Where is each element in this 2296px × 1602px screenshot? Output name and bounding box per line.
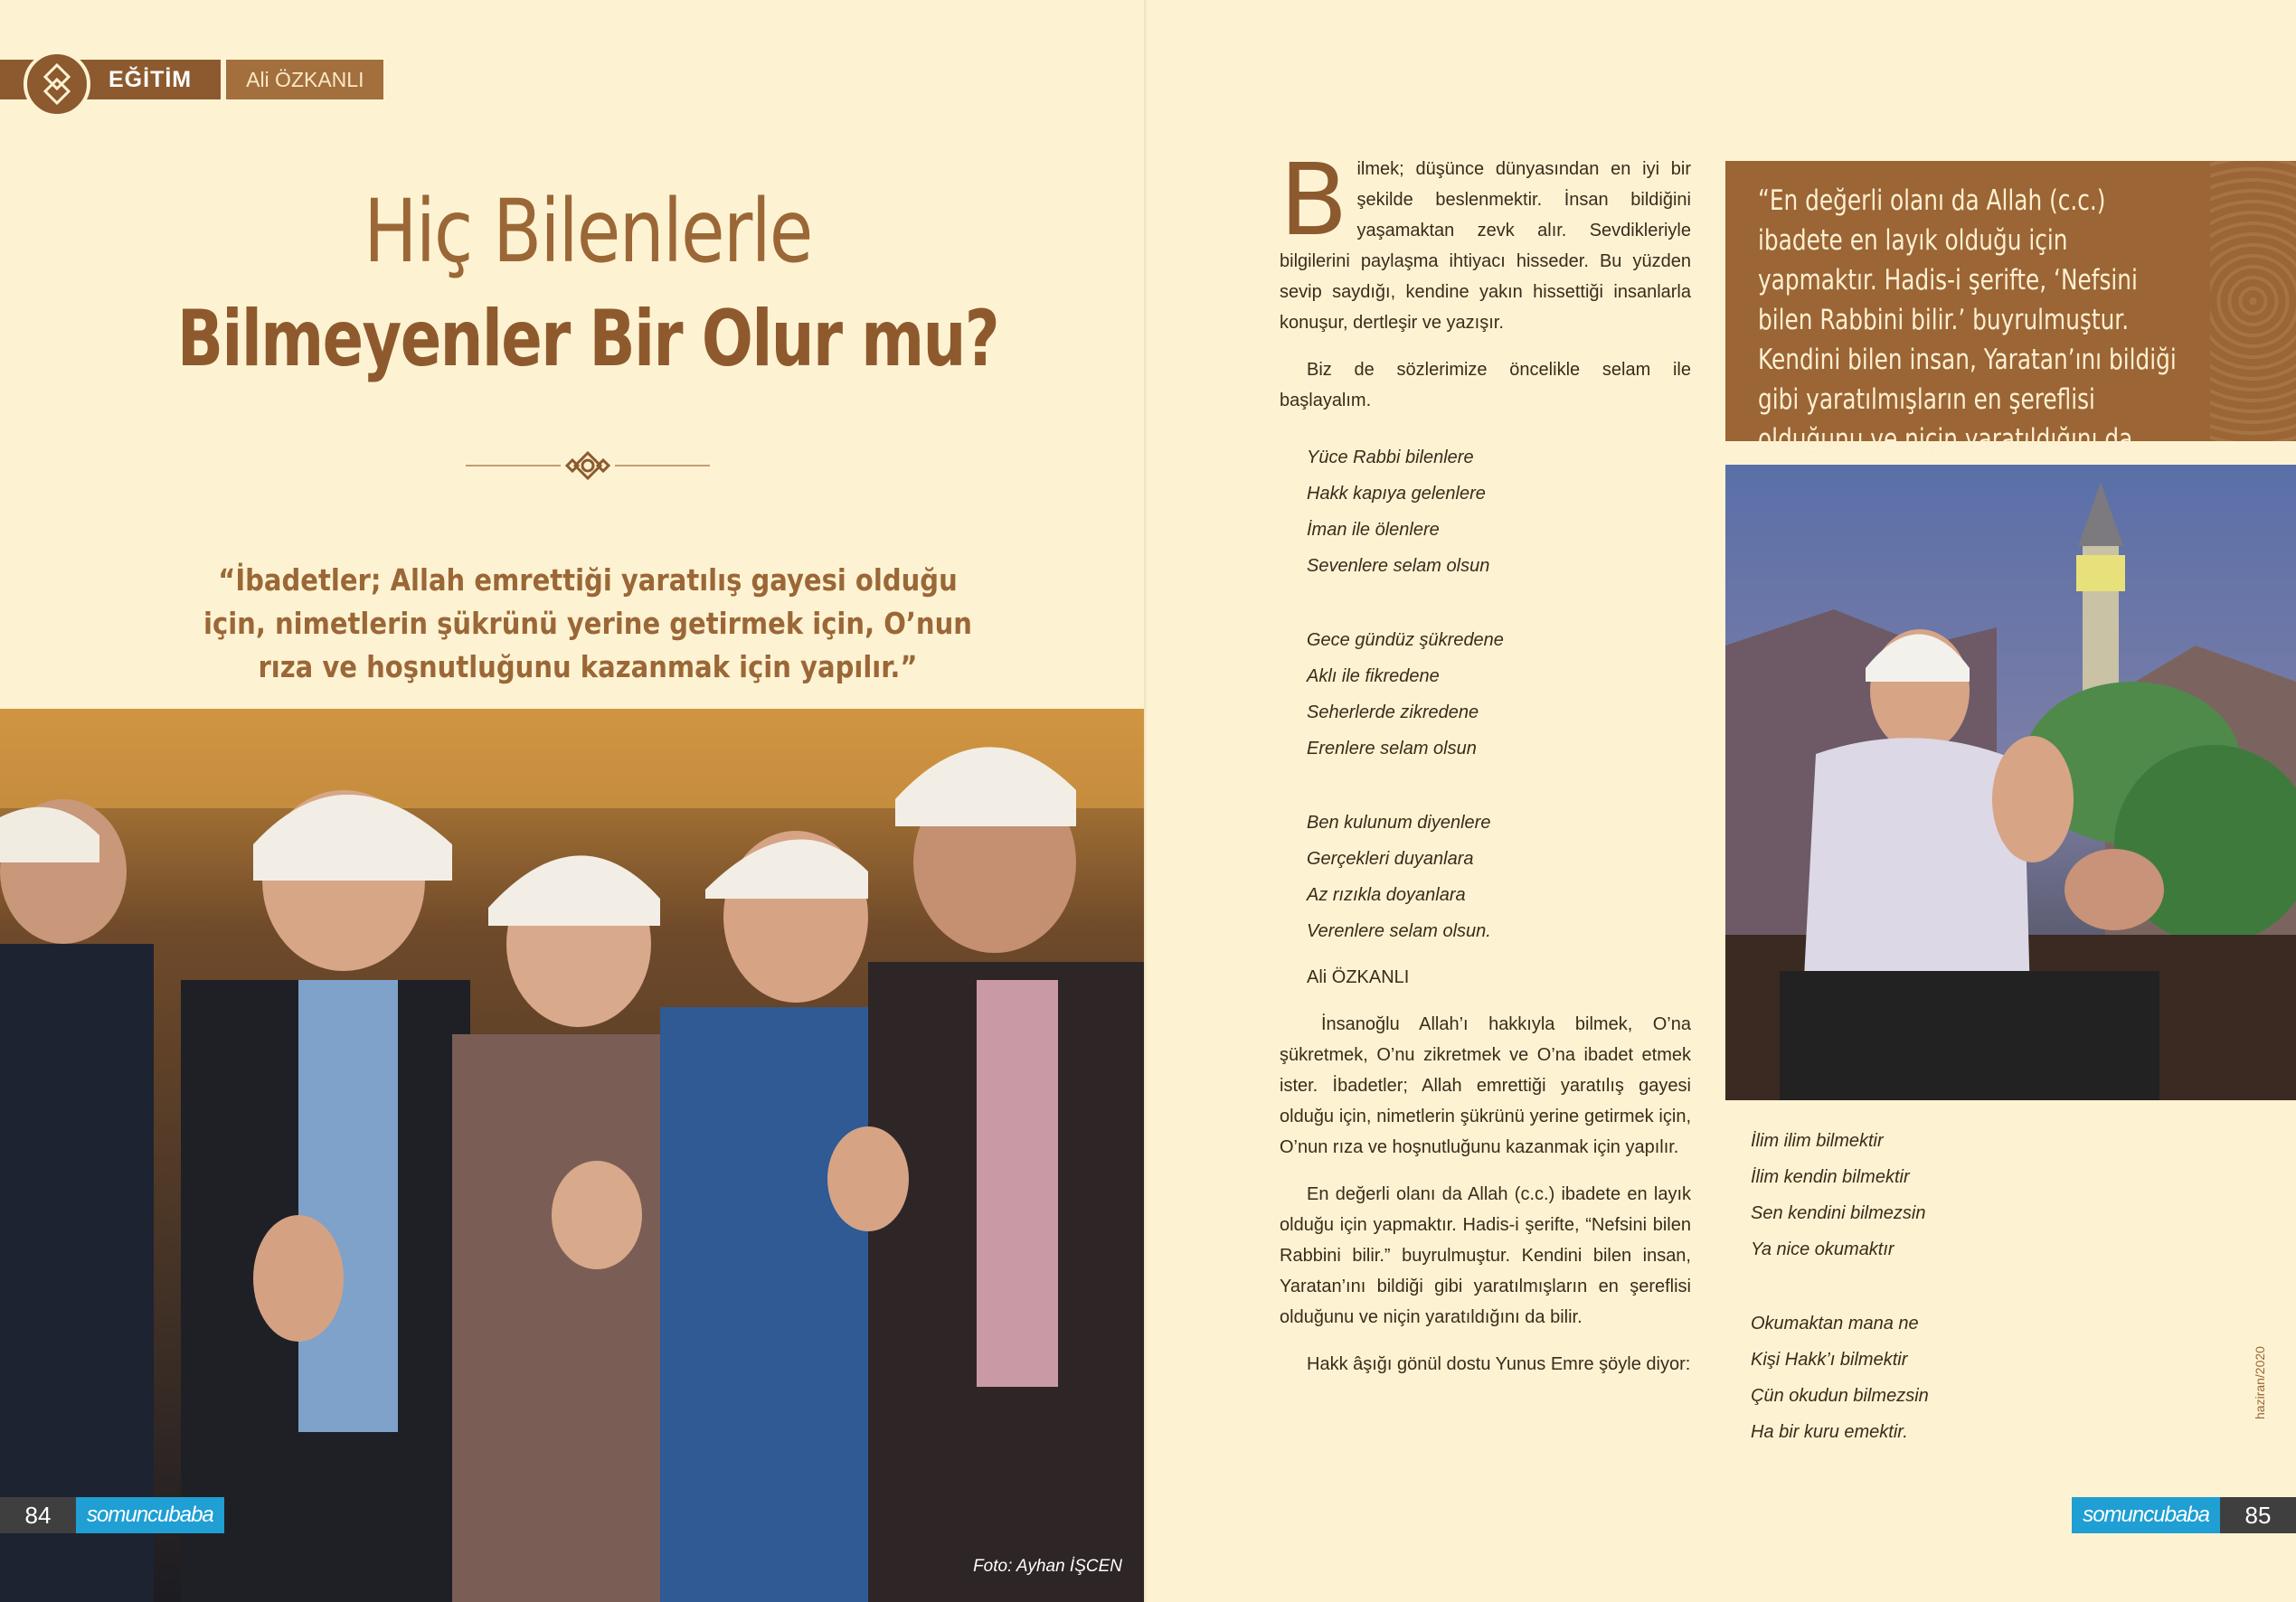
paragraph-2: Biz de sözlerimize öncelikle selam ile başlayalım. — [1280, 360, 1691, 410]
highlight-quote-box — [1725, 161, 2296, 456]
verse-2: Gece gündüz şükredene Aklı ile fikredene Seherlerde zikredene Erenlere selam olsun — [1307, 630, 1504, 759]
page-number-left — [0, 1497, 224, 1533]
verse-signature: Ali ÖZKANLI — [1307, 967, 1410, 987]
paragraph-1: Bilmek; düşünce dünyasından en iyi bir şekilde beslenmektir. İnsan bildiğini yaşamaktan zevk alır. Sevdikleriyle bilgilerini paylaşma ihtiyacı hisseder. Bu yüzden sevip saydığı, kendine yakın hissettiği insanlarla konuşur, dertleşir ve yazışır. — [1280, 142, 1691, 333]
verse-1: Yüce Rabbi bilenlere Hakk kapıya gelenlere İman ile ölenlere Sevenlere selam olsun — [1307, 448, 1490, 576]
title-divider-ornament-icon — [466, 448, 710, 484]
brand-label: somuncubaba — [2072, 1497, 2220, 1533]
right-page — [1148, 0, 2296, 1602]
photo-caption: Foto: Ayhan İŞCEN — [973, 1557, 1122, 1576]
article-body — [1280, 142, 1691, 1396]
pull-quote: “İbadetler; Allah emrettiği yaratılış gayesi olduğu için, nimetlerin şükrünü yerine getirmek için, O’nun rıza ve hoşnutluğunu kazanmak için yapılır.” — [203, 562, 972, 684]
highlight-quote: “En değerli olanı da Allah (c.c.) ibadete en layık olduğu için yapmaktır. Hadis-i şerifte, ‘Nefsini bilen Rabbini bilir.’ buyrulmuştur. Kendini bilen insan, Yaratan’ını bildiği gibi yaratılmışların en şereflisi olduğunu ve niçin yaratıldığını da — [1758, 184, 2177, 456]
author-label: Ali ÖZKANLI — [226, 60, 383, 99]
issue-date: haziran/2020 — [2253, 1346, 2267, 1419]
paragraph-3: İnsanoğlu Allah’ı hakkıyla bilmek, O’na şükretmek, O’nu zikretmek ve O’na ibadet etmek ister. İbadetler; Allah emrettiği yaratılış gayesi olduğu için, nimetlerin şükrünü yerine getirmek için, O’nun rıza ve hoşnutluğunu kazanmak için yapılır. — [1280, 1014, 1691, 1157]
photo-praying-children — [0, 709, 1148, 1602]
ornament-logo-icon — [24, 51, 90, 118]
verse-3: Ben kulunum diyenlere Gerçekleri duyanlara Az rızıkla doyanlara Verenlere selam olsun. — [1307, 813, 1491, 941]
poem-verse-2: Okumaktan mana ne Kişi Hakk’ı bilmektir Çün okudun bilmezsin Ha bir kuru emektir. — [1751, 1314, 1929, 1442]
poem-verse-1: İlim ilim bilmektir İlim kendin bilmektir Sen kendini bilmezsin Ya nice okumaktır — [1751, 1131, 1926, 1259]
drop-cap: B — [1280, 142, 1348, 258]
paragraph-5: Hakk âşığı gönül dostu Yunus Emre şöyle diyor: — [1307, 1354, 1691, 1374]
article-title-line2: Bilmeyenler Bir Olur mu? — [176, 294, 999, 384]
yunus-emre-poem — [1751, 1123, 2076, 1488]
article-title-line1: Hiç Bilenlerle — [364, 181, 812, 282]
brand-label: somuncubaba — [76, 1497, 224, 1533]
paragraph-4: En değerli olanı da Allah (c.c.) ibadete en layık olduğu için yapmaktır. Hadis-i şerifte, “Nefsini bilen Rabbini bilir.” buyrulmuştur. Kendini bilen insan, Yaratan’ını bildiği gibi yaratılmışların en şereflisi olduğunu ve niçin yaratıldığını da bilir. — [1280, 1184, 1691, 1327]
photo-man-praying-mosque — [1725, 465, 2296, 1100]
page-number: 84 — [0, 1497, 76, 1533]
page-number: 85 — [2220, 1497, 2296, 1533]
decorative-pattern — [2210, 161, 2296, 441]
page-number-right — [2072, 1497, 2296, 1533]
category-label: EĞİTİM — [109, 66, 193, 92]
